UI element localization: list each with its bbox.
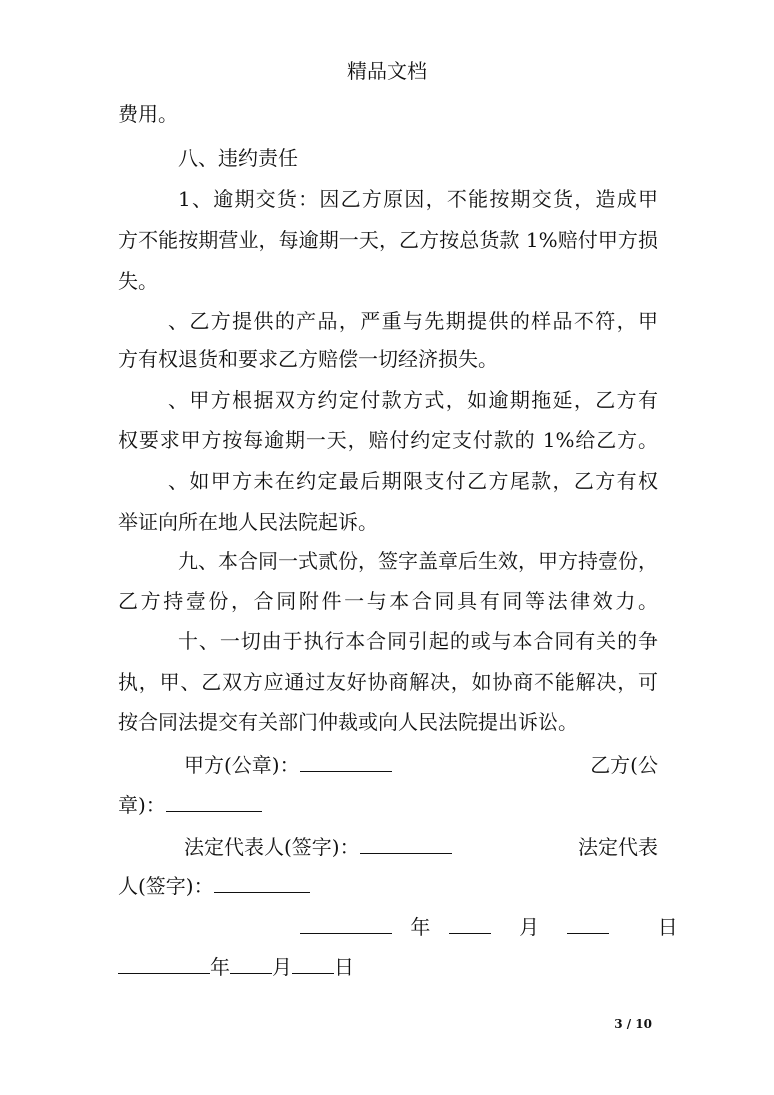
- rep-a-label: 法定代表人(签字)：: [184, 835, 360, 859]
- paragraph-line: 方有权退货和要求乙方赔偿一切经济损失。: [118, 347, 498, 371]
- rep-b-label-end: 人(签字)：: [118, 874, 214, 898]
- year-label: 年: [410, 915, 431, 939]
- month-label: 月: [519, 915, 540, 939]
- paragraph-line: 权要求甲方按每逾期一天，赔付约定支付款的 1%给乙方。: [118, 428, 658, 452]
- rep-a-blank: [360, 835, 452, 854]
- paragraph-line: 、甲方根据双方约定付款方式，如逾期拖延，乙方有: [168, 388, 658, 412]
- section-heading-breach: 八、违约责任: [178, 146, 298, 170]
- day-blank: [567, 915, 609, 934]
- paragraph-line: 举证向所在地人民法院起诉。: [118, 510, 378, 534]
- year-blank: [300, 915, 392, 934]
- paragraph-line: 乙方持壹份，合同附件一与本合同具有同等法律效力。: [118, 589, 658, 613]
- paragraph-line: 按合同法提交有关部门仲裁或向人民法院提出诉讼。: [118, 710, 578, 734]
- rep-b-label-start: 法定代表: [578, 835, 658, 859]
- party-b-seal-label-start: 乙方(公: [590, 753, 658, 777]
- paragraph-line: 执，甲、乙双方应通过友好协商解决，如协商不能解决，可: [118, 670, 658, 694]
- date-row-b: [118, 954, 658, 980]
- section-heading-disputes: 十、一切由于执行本合同引起的或与本合同有关的争: [178, 629, 658, 653]
- month-label: 月: [272, 955, 292, 979]
- section-heading-copies: 九、本合同一式贰份，签字盖章后生效，甲方持壹份，: [178, 549, 658, 573]
- page-number: 3 / 10: [614, 1017, 652, 1031]
- year-blank: [118, 955, 210, 974]
- paragraph-line: 、乙方提供的产品，严重与先期提供的样品不符，甲: [168, 309, 658, 333]
- date-row-a: [300, 914, 678, 940]
- party-b-seal-label-end: 章)：: [118, 793, 166, 817]
- page-header-title: 精品文档: [347, 59, 427, 83]
- party-b-seal-blank: [166, 793, 262, 812]
- day-label: 日: [334, 955, 354, 979]
- month-blank: [230, 955, 272, 974]
- day-label: 日: [657, 915, 678, 939]
- day-blank: [292, 955, 334, 974]
- year-label: 年: [210, 955, 230, 979]
- rep-b-blank: [214, 874, 310, 893]
- party-a-seal-group: [184, 752, 392, 778]
- paragraph-line: 、如甲方未在约定最后期限支付乙方尾款，乙方有权: [168, 469, 658, 493]
- seal-row-continued: [118, 792, 658, 818]
- party-a-seal-blank: [300, 753, 392, 772]
- rep-row-continued: [118, 873, 658, 899]
- month-blank: [449, 915, 491, 934]
- paragraph-line: 1、逾期交货：因乙方原因，不能按期交货，造成甲: [178, 187, 658, 211]
- paragraph-line: 失。: [118, 269, 158, 293]
- party-a-seal-label: 甲方(公章)：: [184, 753, 300, 777]
- rep-a-group: [184, 834, 452, 860]
- paragraph-line: 方不能按期营业，每逾期一天，乙方按总货款 1%赔付甲方损: [118, 228, 658, 252]
- paragraph-line: 费用。: [118, 102, 178, 126]
